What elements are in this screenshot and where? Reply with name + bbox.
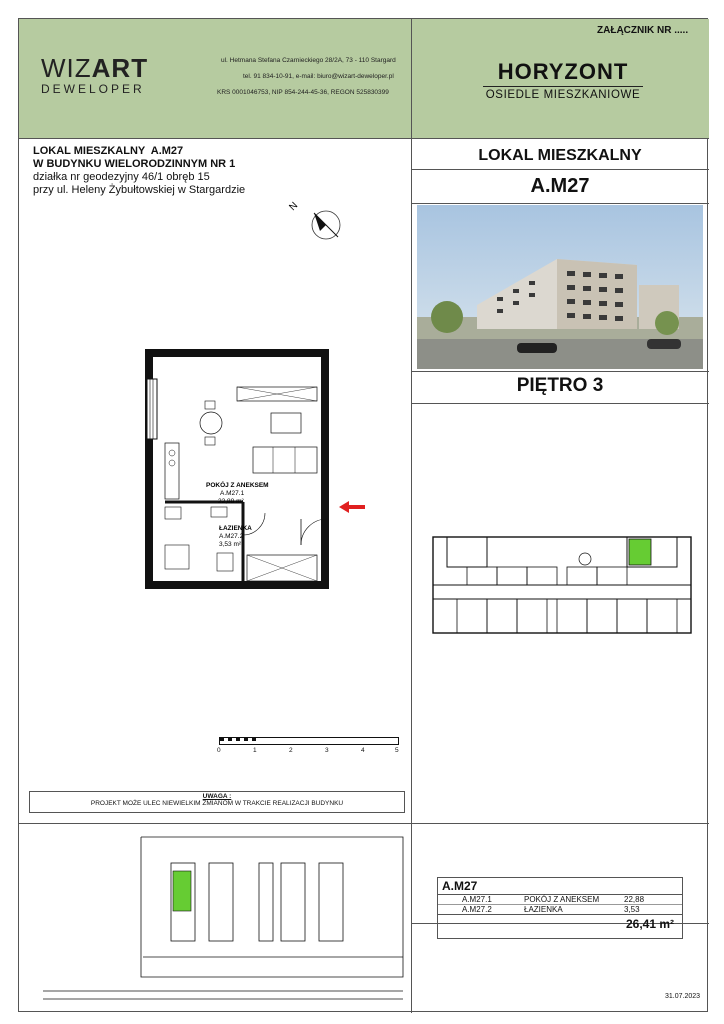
scale-bar [219, 737, 399, 745]
logo-wiz-text: WIZ [41, 53, 92, 83]
room-1-code: A.M27.1 [220, 490, 245, 497]
estate-logo [483, 59, 643, 101]
floor-plan [131, 349, 381, 589]
company-address: ul. Hetmana Stefana Czarnieckiego 28/2A, 73 - 110 Stargard [221, 57, 396, 64]
floor-label: PIĘTRO 3 [516, 375, 604, 396]
company-registry: KRS 0001046753, NIP 854-244-45-36, REGON 525830399 [217, 89, 389, 96]
summary-row-1-name: POKÓJ Z ANEKSEM [524, 895, 600, 904]
info-line-4: przy ul. Heleny Żybułtowskiej w Stargardzie [33, 184, 246, 196]
summary-row-1-code: A.M27.1 [462, 895, 492, 904]
summary-row-2 [438, 905, 682, 915]
scale-tick-4: 4 [361, 747, 365, 754]
info-line-2: W BUDYNKU WIELORODZINNYM NR 1 [33, 158, 236, 170]
info-line-3: działka nr geodezyjny 46/1 obręb 15 [33, 171, 210, 183]
info-line-1: LOKAL MIESZKALNY A.M27 [33, 145, 184, 157]
site-plan [23, 827, 407, 1011]
summary-row-1 [438, 895, 682, 905]
room-2-area: 3,53 m² [219, 541, 242, 548]
room-2-code: A.M27.2 [219, 533, 244, 540]
summary-row-1-area: 22,88 [624, 895, 645, 904]
unit-info [33, 145, 245, 197]
logo-art-text: ART [91, 53, 149, 83]
scale-tick-0: 0 [217, 747, 221, 754]
company-logo [41, 53, 148, 96]
summary-row-2-name: ŁAZIENKA [524, 905, 563, 914]
company-contact: tel. 91 834-10-91, e-mail: biuro@wizart-deweloper.pl [243, 73, 394, 80]
summary-row-2-area: 3,53 [624, 905, 640, 914]
document-date: 31.07.2023 [665, 993, 701, 1000]
site-highlight-building [173, 871, 191, 911]
unit-code-label: A.M27 [530, 175, 590, 197]
highlighted-unit [629, 539, 651, 565]
unit-type-label: LOKAL MIESZKALNY [478, 147, 642, 164]
room-1-name: POKÓJ Z ANEKSEM [206, 482, 269, 489]
scale-tick-1: 1 [253, 747, 257, 754]
building-render [417, 205, 703, 369]
summary-total: 26,41 m² [625, 917, 674, 931]
north-label: N [287, 200, 301, 214]
floor-overview-plan [427, 519, 697, 643]
notice-text: PROJEKT MOŻE ULEC NIEWIELKIM ZMIANOM W TRAKCIE REALIZACJI BUDYNKU [90, 800, 344, 807]
annex-label: ZAŁĄCZNIK NR ..... [597, 25, 689, 36]
scale-tick-2: 2 [289, 747, 293, 754]
scale-tick-3: 3 [325, 747, 329, 754]
logo-subtitle: DEWELOPER [41, 82, 145, 96]
room-1-area: 22,88 m² [218, 498, 244, 505]
notice-box [29, 791, 405, 813]
room-2-name: ŁAZIENKA [219, 525, 252, 532]
entrance-arrow-icon [337, 499, 367, 515]
north-compass-icon [281, 195, 351, 245]
document-sheet [18, 18, 708, 1012]
estate-subtitle: OSIEDLE MIESZKANIOWE [485, 89, 641, 101]
scale-tick-5: 5 [395, 747, 399, 754]
summary-unit: A.M27 [438, 878, 682, 895]
notice-title: UWAGA : [202, 793, 232, 800]
summary-row-2-code: A.M27.2 [462, 905, 492, 914]
estate-name: HORYZONT [497, 59, 629, 84]
area-summary [437, 877, 683, 939]
